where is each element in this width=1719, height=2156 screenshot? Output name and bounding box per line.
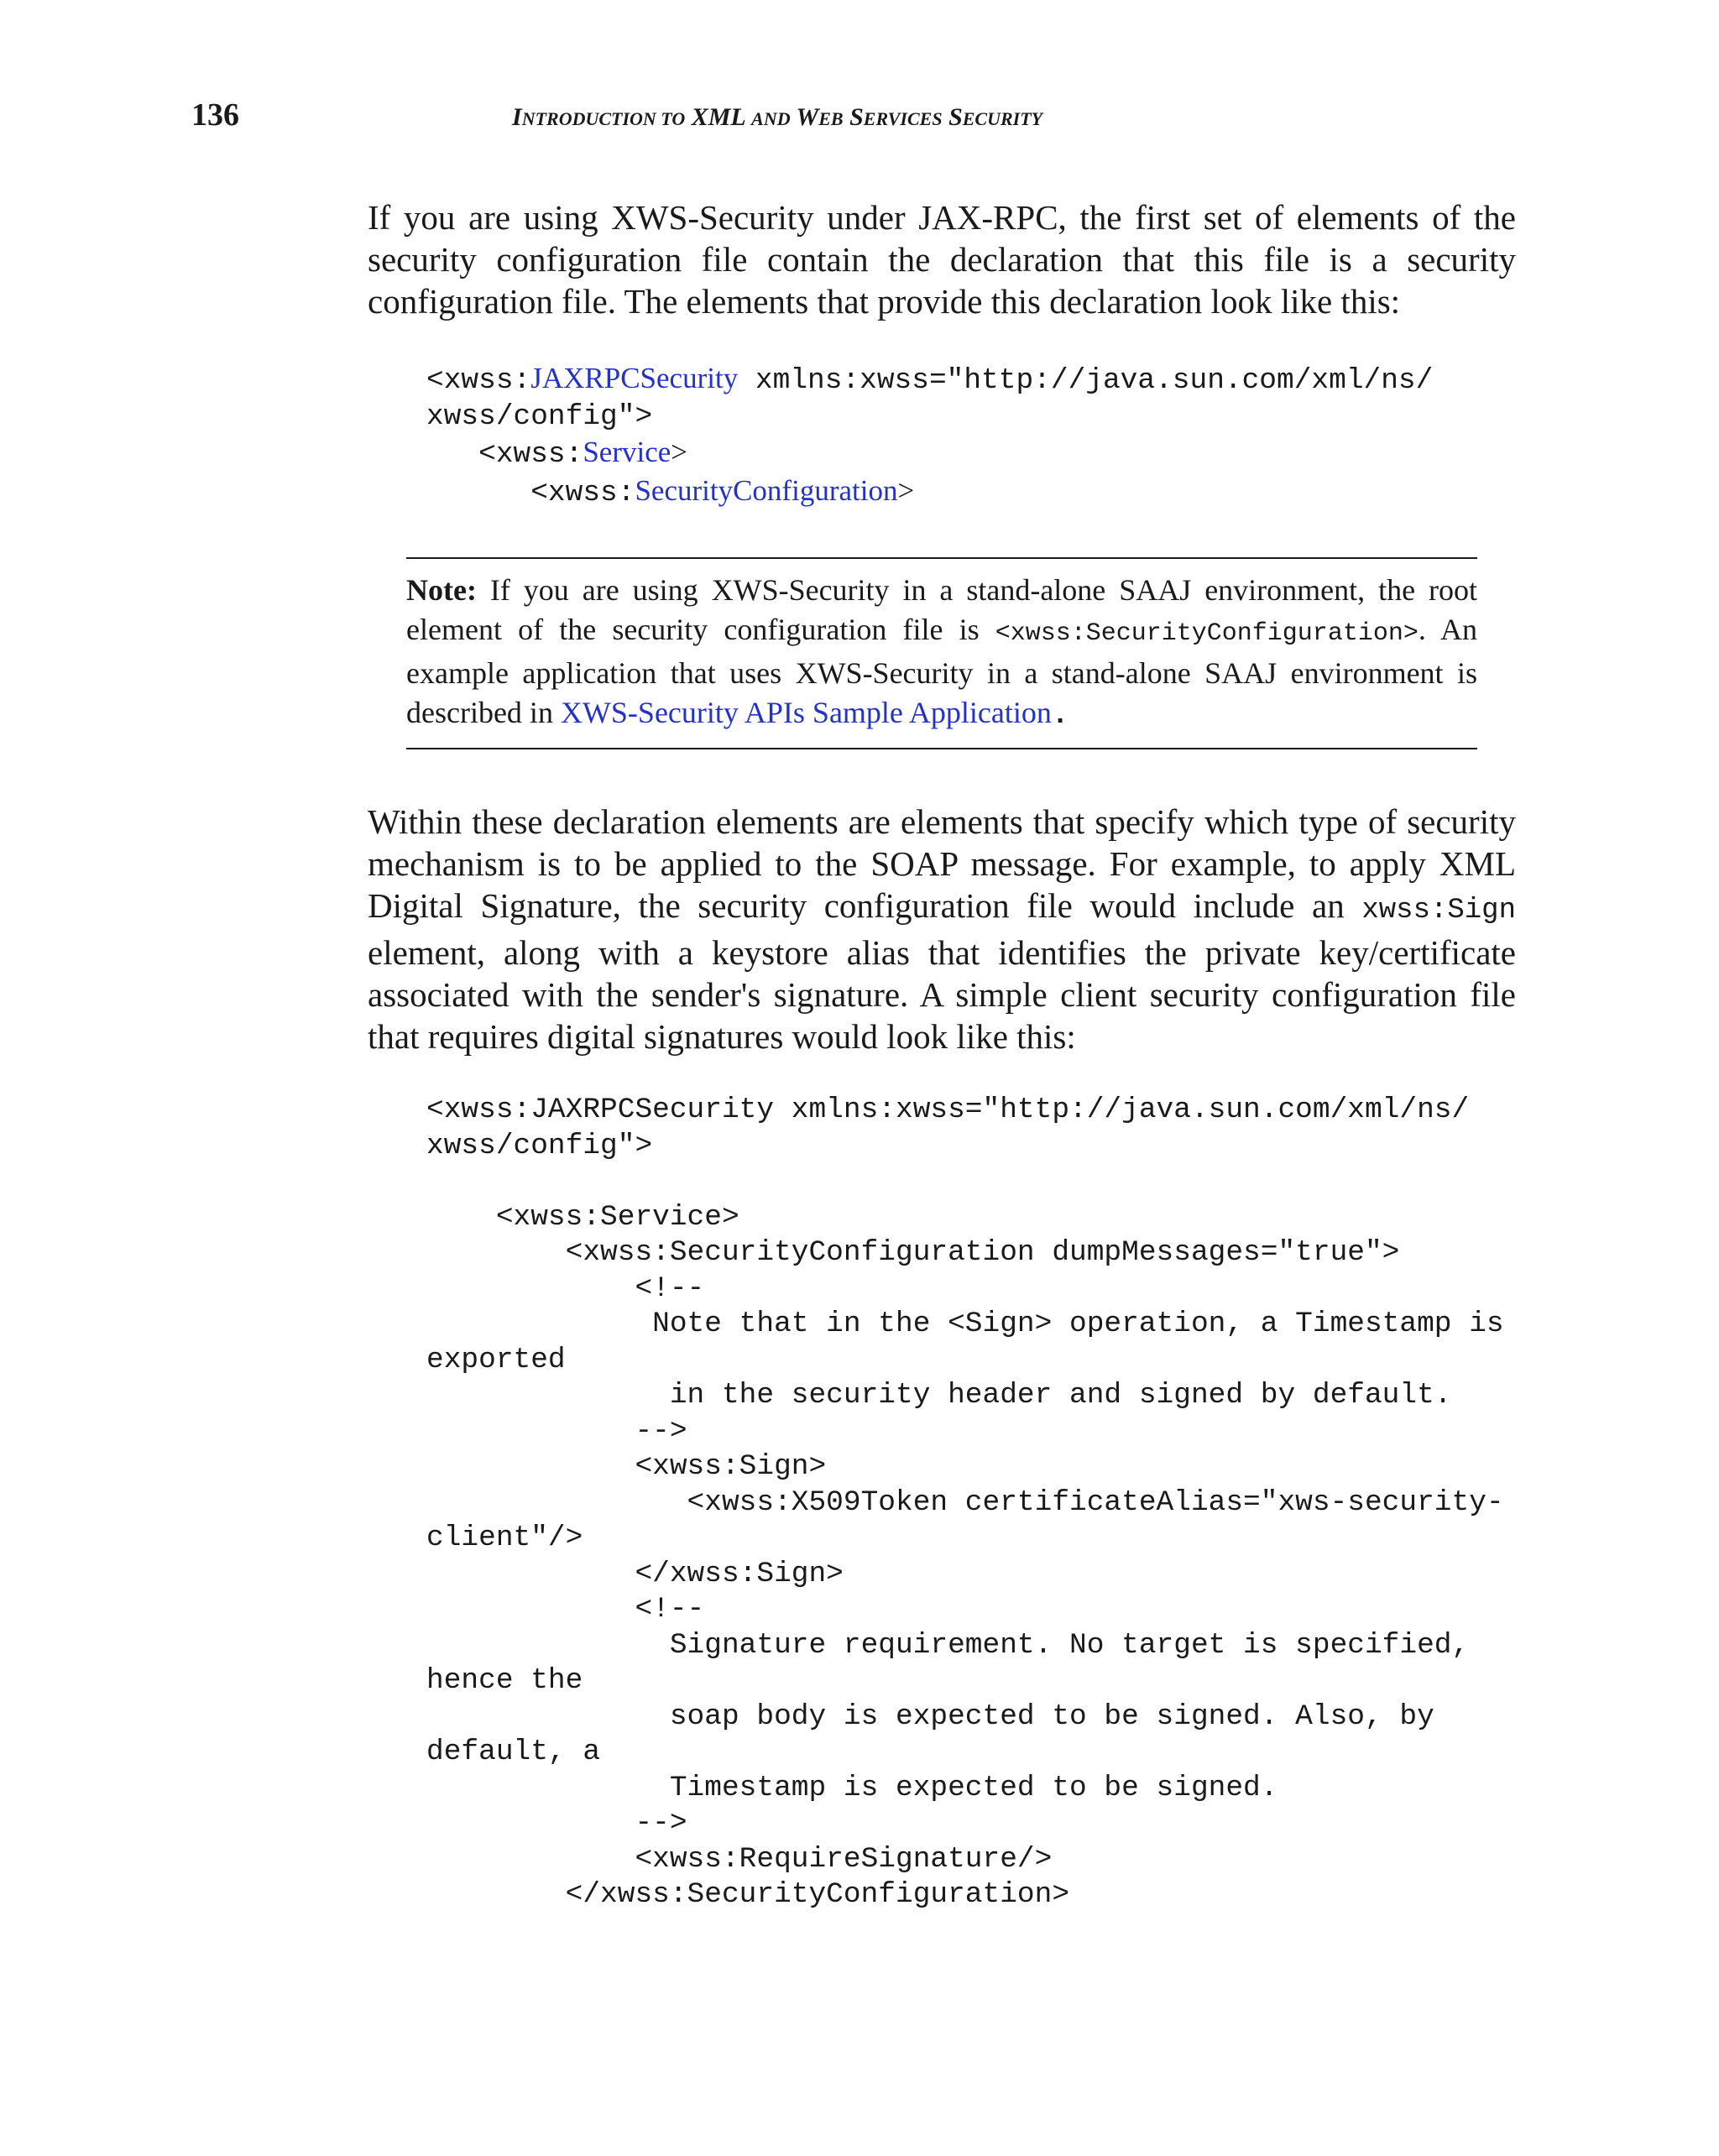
- code-text: <xwss:: [426, 476, 635, 509]
- running-head-part: EB: [818, 108, 844, 129]
- code-line: <!--: [426, 1271, 705, 1305]
- code-line: soap body is expected to be signed. Also, by: [426, 1699, 1434, 1733]
- code-line: </xwss:SecurityConfiguration>: [426, 1878, 1070, 1911]
- running-head-part: I: [512, 103, 522, 131]
- running-head: [512, 101, 1183, 136]
- code-keyword-link[interactable]: Service: [583, 436, 671, 468]
- code-text: >: [671, 436, 688, 468]
- note-body: If you are using XWS-Security in a stand-alone SAAJ environment, the root element of the security configuration file is: [406, 573, 1477, 646]
- running-head-part: S: [843, 103, 864, 131]
- code-text: <xwss:: [426, 364, 531, 397]
- running-head-part: NTRODUCTION TO: [521, 108, 686, 129]
- code-line: -->: [426, 1414, 687, 1448]
- running-head-part: ERVICES: [863, 108, 943, 129]
- note-label: Note:: [406, 573, 477, 607]
- code-line: client"/>: [426, 1522, 583, 1554]
- code-line: -->: [426, 1807, 687, 1840]
- code-line: Note that in the <Sign> operation, a Timestamp is: [426, 1308, 1504, 1340]
- code-line: <!--: [426, 1593, 705, 1626]
- code-line: in the security header and signed by default.: [426, 1379, 1452, 1412]
- note-code: <xwss:SecurityConfiguration>: [995, 619, 1419, 648]
- paragraph-text: element, along with a keystore alias that identifies the private key/certificate associated with the sender's signature. A simple client security configuration file that requires digital signatures would look like this:: [368, 933, 1516, 1056]
- code-line: <xwss:Service>: [426, 1200, 739, 1234]
- code-sample-declaration: [426, 361, 1433, 511]
- paragraph-text: Within these declaration elements are elements that specify which type of security mechanism is to be applied to the SOAP message. For example, to apply XML Digital Signature, the security configuration file would include an: [368, 802, 1516, 925]
- code-line: </xwss:Sign>: [426, 1557, 844, 1590]
- running-head-part: ECURITY: [962, 108, 1043, 129]
- code-line: xwss/config">: [426, 1129, 653, 1162]
- note-end: .: [1051, 700, 1069, 732]
- running-head-part: XML: [685, 103, 752, 131]
- code-line: <xwss:JAXRPCSecurity xmlns:xwss="http://java.sun.com/xml/ns/: [426, 1094, 1470, 1126]
- code-keyword-link[interactable]: JAXRPCSecurity: [530, 362, 739, 394]
- code-line: <xwss:SecurityConfiguration dumpMessages="true">: [426, 1236, 1400, 1269]
- code-line: <xwss:X509Token certificateAlias="xws-security-: [426, 1485, 1504, 1519]
- code-line: exported: [426, 1343, 566, 1376]
- sample-application-link[interactable]: XWS-Security APIs Sample Application: [560, 696, 1052, 729]
- intro-paragraph: If you are using XWS-Security under JAX-RPC, the first set of elements of the security configuration file contain the declaration that this file is a security configuration file. The elements that provide this declaration look like this:: [368, 198, 1516, 321]
- code-keyword-link[interactable]: SecurityConfiguration: [635, 473, 898, 507]
- code-line: Timestamp is expected to be signed.: [426, 1771, 1278, 1804]
- code-text: <xwss:: [426, 438, 583, 471]
- running-head-part: S: [942, 103, 963, 131]
- note-body: . An example application that uses XWS-Security in a stand-alone SAAJ environment is described in: [406, 613, 1477, 729]
- page-number: 136: [191, 97, 239, 133]
- code-line: Signature requirement. No target is specified,: [426, 1628, 1470, 1662]
- code-text: xmlns:xwss="http://java.sun.com/xml/ns/: [738, 364, 1434, 397]
- code-sample-signature-config: [426, 1093, 1504, 1913]
- code-text: xwss/config">: [426, 399, 653, 433]
- inline-code: xwss:Sign: [1361, 895, 1516, 927]
- mechanism-paragraph: [368, 801, 1516, 1057]
- code-line: hence the: [426, 1664, 583, 1697]
- note-text: [406, 571, 1477, 736]
- code-line: default, a: [426, 1736, 601, 1768]
- note-box: [406, 557, 1477, 749]
- code-line: <xwss:Sign>: [426, 1450, 827, 1483]
- running-head-part: AND: [751, 108, 791, 129]
- code-line: <xwss:RequireSignature/>: [426, 1842, 1053, 1876]
- code-text: >: [897, 473, 915, 507]
- running-head-part: W: [790, 103, 819, 131]
